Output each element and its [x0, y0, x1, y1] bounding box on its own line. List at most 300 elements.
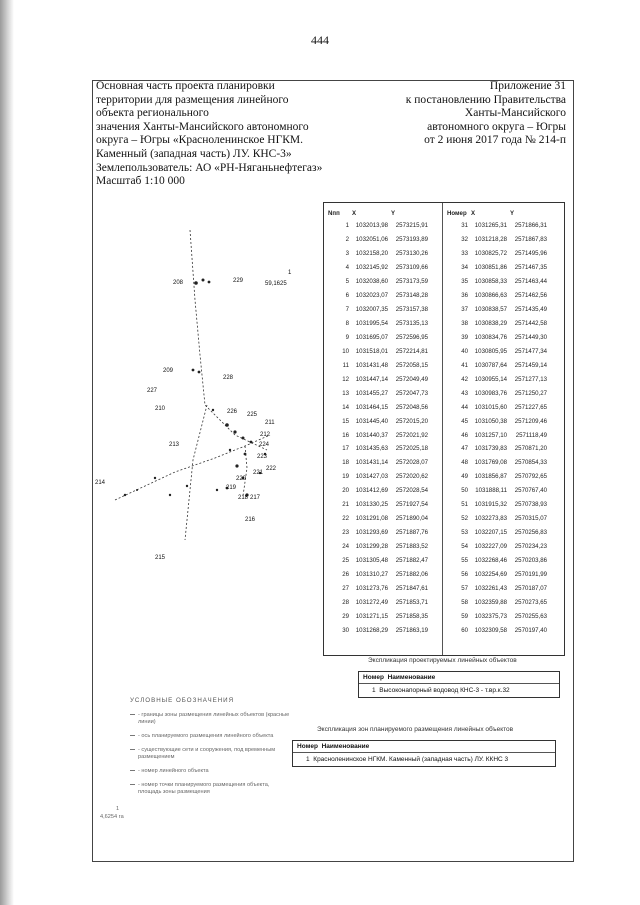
point-number: 8: [345, 320, 349, 328]
title-line: Каменный (западная часть) ЛУ. КНС-3»: [96, 147, 292, 160]
col-header-num: Nпп: [328, 209, 340, 217]
point-x: 1030838,57: [474, 306, 507, 314]
legend-symbol: [130, 749, 135, 750]
coordinate-row: [326, 442, 429, 456]
projected-row-num: 1: [372, 687, 376, 694]
coordinate-row: [326, 456, 429, 470]
point-number: 14: [342, 403, 349, 411]
point-number: 12: [342, 375, 349, 383]
point-number: 54: [461, 543, 468, 551]
coordinate-row: [445, 247, 548, 261]
coordinate-row: [326, 358, 429, 372]
title-line: округа – Югры «Красноленинское НГКМ.: [96, 134, 304, 147]
point-y: 2571435,49: [514, 306, 547, 314]
scheme-point-label: 1: [288, 270, 292, 276]
point-x: 1032268,46: [474, 556, 507, 564]
point-x: 1030805,95: [474, 347, 507, 355]
point-y: 2570854,33: [514, 459, 547, 467]
coordinate-row: [326, 512, 429, 526]
coordinate-row: [445, 498, 548, 512]
legend-item: [130, 712, 290, 726]
planned-row-num: 1: [306, 756, 310, 763]
point-number: 57: [461, 584, 468, 592]
coordinate-row: [445, 358, 548, 372]
legend: [100, 697, 290, 822]
point-y: 2571882,06: [395, 570, 428, 578]
point-number: 33: [461, 250, 468, 258]
scheme-point-label: 224: [259, 442, 270, 448]
scheme-point-label: 217: [250, 495, 261, 501]
title-line: объекта регионального: [96, 107, 209, 120]
point-number: 28: [342, 598, 349, 606]
coordinate-row: [326, 567, 429, 581]
coordinate-row: [445, 428, 548, 442]
point-x: 1031427,03: [355, 473, 388, 481]
point-y: 2573193,89: [395, 236, 428, 244]
point-y: 2570256,83: [514, 529, 547, 537]
page-number: 444: [311, 33, 329, 47]
point-number: 24: [342, 543, 349, 551]
coordinate-row: [445, 414, 548, 428]
point-y: 2571495,96: [514, 250, 547, 258]
point-number: 16: [342, 431, 349, 439]
point-y: 2572049,49: [395, 375, 428, 383]
title-line: Основная часть проекта планировки: [96, 80, 275, 92]
project-title: [96, 80, 358, 189]
point-number: 17: [342, 445, 349, 453]
legend-item-text: - существующие сети и сооружения, под временным размещением: [138, 747, 276, 760]
point-y: 2573109,66: [395, 264, 428, 272]
point-number: 19: [342, 473, 349, 481]
point-y: 2571442,58: [514, 320, 547, 328]
point-x: 1031431,48: [355, 361, 388, 369]
scheme-point-label: 221: [253, 470, 264, 476]
coordinate-row: [326, 219, 429, 233]
point-y: 2571209,46: [514, 417, 547, 425]
point-number: 7: [345, 306, 349, 314]
col-header-x2: X: [471, 209, 476, 217]
point-number: 38: [461, 320, 468, 328]
coordinate-row: [445, 442, 548, 456]
point-number: 15: [342, 417, 349, 425]
scheme-point-label: 216: [245, 517, 256, 523]
point-number: 40: [461, 347, 468, 355]
point-x: 1031299,28: [355, 543, 388, 551]
point-y: 2571118,49: [515, 431, 547, 439]
point-x: 1031435,63: [355, 445, 388, 453]
point-x: 1030838,29: [474, 320, 507, 328]
coordinate-row: [445, 233, 548, 247]
point-x: 1030825,72: [474, 250, 507, 258]
point-number: 39: [461, 333, 468, 341]
legend-symbol: [130, 714, 135, 715]
point-x: 1030851,86: [474, 264, 507, 272]
point-y: 2570234,23: [514, 543, 547, 551]
coordinate-table-right: [445, 207, 548, 637]
point-y: 2571449,30: [514, 333, 547, 341]
point-y: 2571459,14: [514, 361, 547, 369]
appendix-line: автономного округа – Югры: [427, 120, 566, 133]
coordinate-row: [445, 344, 548, 358]
point-number: 35: [461, 278, 468, 286]
point-y: 2573135,13: [395, 320, 428, 328]
scheme-point-label: 226: [227, 409, 238, 415]
scheme-point-label: 215: [155, 555, 166, 561]
point-y: 2572058,15: [395, 361, 428, 369]
point-y: 2571463,44: [514, 278, 547, 286]
point-x: 1031464,15: [355, 403, 388, 411]
caption-planned-zones: Экспликация зон планируемого размещения линейных объектов: [317, 726, 514, 733]
scheme-drawing: [95, 210, 315, 590]
point-y: 2571866,31: [514, 222, 547, 230]
point-x: 1031440,37: [355, 431, 388, 439]
legend-item: [130, 747, 290, 761]
point-y: 2572021,92: [395, 431, 428, 439]
col-header-y: Y: [391, 209, 396, 217]
point-number: 42: [461, 375, 468, 383]
scheme-point-label: 229: [233, 278, 244, 284]
coordinate-row: [445, 275, 548, 289]
point-y: 2571227,65: [514, 403, 547, 411]
legend-item: [130, 782, 290, 796]
point-y: 2570187,07: [514, 584, 547, 592]
point-number: 27: [342, 584, 349, 592]
point-x: 1032261,43: [474, 584, 507, 592]
point-x: 1031455,27: [355, 389, 388, 397]
coordinate-row: [445, 261, 548, 275]
legend-title: УСЛОВНЫЕ ОБОЗНАЧЕНИЯ: [130, 697, 235, 704]
point-x: 1031445,40: [355, 417, 388, 425]
point-x: 1032051,06: [355, 236, 388, 244]
appendix-reference: [356, 80, 566, 148]
point-x: 1031305,48: [355, 556, 388, 564]
coordinate-row: [445, 484, 548, 498]
point-y: 2572015,20: [395, 417, 428, 425]
point-x: 1031218,28: [474, 236, 507, 244]
point-y: 2571250,27: [514, 389, 547, 397]
coordinate-row: [326, 331, 429, 345]
point-number: 5: [345, 278, 349, 286]
legend-marker-label: 1: [116, 806, 120, 812]
title-line: значения Ханты-Мансийского автономного: [96, 120, 309, 133]
coordinate-row: [445, 400, 548, 414]
point-x: 1032359,88: [474, 598, 507, 606]
point-y: 2571462,56: [514, 292, 547, 300]
point-number: 46: [461, 431, 468, 439]
point-y: 2571927,54: [395, 501, 428, 509]
point-number: 43: [461, 389, 468, 397]
point-number: 3: [345, 250, 349, 258]
legend-item: [130, 733, 290, 740]
point-number: 44: [461, 403, 468, 411]
coordinate-row: [326, 581, 429, 595]
point-x: 1031271,15: [355, 612, 388, 620]
point-x: 1031915,32: [474, 501, 507, 509]
legend-item-text: - номер линейного объекта: [138, 768, 209, 774]
point-number: 1: [345, 222, 349, 230]
point-x: 1030834,76: [474, 333, 507, 341]
point-y: 2571883,52: [395, 543, 428, 551]
point-number: 34: [461, 264, 468, 272]
legend-symbol: [130, 735, 135, 736]
point-y: 2572596,95: [395, 333, 428, 341]
point-y: 2572047,73: [395, 389, 428, 397]
coordinate-row: [326, 303, 429, 317]
coordinate-row: [445, 372, 548, 386]
scheme-point-label: 208: [173, 280, 184, 286]
point-y: 2571867,83: [514, 236, 547, 244]
point-y: 2571477,34: [514, 347, 547, 355]
appendix-line: к постановлению Правительства: [405, 93, 566, 106]
point-x: 1031888,11: [475, 487, 507, 495]
point-x: 1032038,60: [355, 278, 388, 286]
col-header-y2: Y: [510, 209, 515, 217]
point-number: 23: [342, 529, 349, 537]
coordinate-row: [445, 219, 548, 233]
point-x: 1032007,35: [355, 306, 388, 314]
point-y: 2571277,13: [514, 375, 547, 383]
appendix-line: Приложение 31: [489, 80, 566, 92]
point-x: 1032309,58: [474, 626, 507, 634]
point-number: 47: [461, 445, 468, 453]
point-number: 48: [461, 459, 468, 467]
coordinate-row: [445, 540, 548, 554]
scheme-point-label: 225: [247, 412, 258, 418]
projected-header-name: Наименование: [387, 674, 436, 681]
point-number: 60: [461, 626, 468, 634]
scheme-point-label: 214: [95, 480, 106, 486]
coordinate-row: [326, 233, 429, 247]
coordinate-row: [445, 289, 548, 303]
legend-item-text: - ось планируемого размещения линейного объекта: [138, 733, 274, 739]
legend-item-text: - номер точки планируемого размещения объекта, площадь зоны размещения: [138, 782, 270, 795]
coordinate-row: [445, 512, 548, 526]
point-y: 2570792,65: [514, 473, 547, 481]
coordinate-row: [326, 414, 429, 428]
point-number: 31: [461, 222, 468, 230]
point-x: 1032227,09: [474, 543, 507, 551]
coordinate-row: [326, 595, 429, 609]
point-x: 1032013,98: [355, 222, 388, 230]
point-y: 2570767,40: [514, 487, 547, 495]
point-y: 2572020,62: [395, 473, 428, 481]
point-y: 2572048,56: [395, 403, 428, 411]
scheme-point-label: 59,1625: [265, 281, 287, 287]
point-x: 1032273,83: [474, 515, 507, 523]
projected-header-num: Номер: [363, 674, 384, 681]
scheme-point-label: 219: [226, 485, 237, 491]
point-number: 49: [461, 473, 468, 481]
point-x: 1031447,14: [355, 375, 388, 383]
planned-zones-table: [292, 740, 556, 767]
point-number: 41: [461, 361, 468, 369]
scheme-point-label: 228: [223, 375, 234, 381]
col-header-x: X: [352, 209, 357, 217]
point-x: 1031273,76: [355, 584, 388, 592]
scheme-point-label: 222: [266, 466, 277, 472]
point-number: 22: [342, 515, 349, 523]
scheme-point-label: 210: [155, 406, 166, 412]
planned-header-num: Номер: [297, 743, 318, 750]
point-x: 1030955,14: [474, 375, 507, 383]
title-line: Землепользователь: АО «РН-Няганьнефтегаз»: [96, 161, 323, 174]
coordinate-row: [445, 470, 548, 484]
coordinate-row: [326, 344, 429, 358]
planned-header-name: Наименование: [321, 743, 370, 750]
point-number: 45: [461, 417, 468, 425]
point-number: 50: [461, 487, 468, 495]
point-y: 2573173,59: [395, 278, 428, 286]
title-line: Масштаб 1:10 000: [96, 175, 185, 188]
point-x: 1032145,92: [355, 264, 388, 272]
coordinate-row: [326, 526, 429, 540]
point-y: 2573148,28: [395, 292, 428, 300]
coordinate-row: [326, 400, 429, 414]
coordinate-row: [445, 554, 548, 568]
coordinate-row: [326, 247, 429, 261]
point-y: 2573215,91: [395, 222, 428, 230]
scheme-point-label: 213: [169, 442, 180, 448]
point-y: 2571887,76: [395, 529, 428, 537]
point-y: 2573130,26: [395, 250, 428, 258]
point-y: 2571847,61: [395, 584, 428, 592]
point-number: 29: [342, 612, 349, 620]
point-y: 2571858,35: [395, 612, 428, 620]
coordinate-table-left: [326, 207, 429, 637]
coordinate-row: [445, 303, 548, 317]
point-y: 2570273,65: [514, 598, 547, 606]
legend-symbol: [130, 784, 135, 785]
coordinate-row: [326, 470, 429, 484]
point-number: 55: [461, 556, 468, 564]
point-x: 1032207,15: [474, 529, 507, 537]
point-number: 13: [342, 389, 349, 397]
point-number: 36: [461, 292, 468, 300]
point-number: 30: [342, 626, 349, 634]
point-x: 1031050,38: [474, 417, 507, 425]
coordinate-row: [326, 275, 429, 289]
coordinate-row: [445, 456, 548, 470]
point-number: 59: [461, 612, 468, 620]
point-number: 10: [342, 347, 349, 355]
point-x: 1031293,69: [355, 529, 388, 537]
coordinate-row: [445, 331, 548, 345]
coordinate-row: [326, 609, 429, 623]
point-y: 2571863,19: [395, 626, 428, 634]
projected-row-name: Высоконапорный водовод КНС-3 - т.вр.к.32: [379, 687, 510, 694]
coordinate-table: [323, 202, 565, 656]
point-x: 1031015,60: [474, 403, 507, 411]
point-y: 2571467,35: [514, 264, 547, 272]
scan-edge: [0, 0, 14, 905]
point-x: 1031330,25: [355, 501, 388, 509]
point-x: 1030858,33: [474, 278, 507, 286]
scheme-point-label: 209: [163, 368, 174, 374]
legend-symbol: [130, 770, 135, 771]
coordinate-row: [445, 581, 548, 595]
route-line-d: [185, 405, 207, 540]
caption-projected-objects: Экспликация проектируемых линейных объектов: [368, 657, 517, 664]
point-y: 2570315,07: [514, 515, 547, 523]
scheme-point-label: 218: [238, 495, 249, 501]
point-x: 1031291,08: [355, 515, 388, 523]
point-x: 1032023,07: [355, 292, 388, 300]
point-y: 2571882,47: [395, 556, 428, 564]
point-x: 1030983,76: [474, 389, 507, 397]
point-y: 2571853,71: [395, 598, 428, 606]
scheme-point-label: 212: [260, 432, 271, 438]
coordinate-row: [445, 317, 548, 331]
point-y: 2570197,40: [514, 626, 547, 634]
point-number: 2: [345, 236, 349, 244]
scheme-point-label: 227: [147, 388, 158, 394]
planned-row-name: Красноленинское НГКМ. Каменный (западная часть) ЛУ. ККНС 3: [313, 756, 509, 763]
planning-scheme: [95, 210, 315, 590]
point-x: 1030787,64: [474, 361, 507, 369]
point-y: 2572028,54: [395, 487, 428, 495]
coordinate-row: [445, 595, 548, 609]
coordinate-row: [326, 261, 429, 275]
point-y: 2570191,99: [514, 570, 547, 578]
point-number: 4: [345, 264, 349, 272]
scheme-point-label: 211: [265, 420, 275, 426]
point-y: 2572025,18: [395, 445, 428, 453]
point-x: 1031769,08: [474, 459, 507, 467]
legend-area-value: 4,6254 га: [100, 814, 124, 820]
point-number: 6: [345, 292, 349, 300]
point-x: 1032158,20: [355, 250, 388, 258]
point-y: 2570871,20: [514, 445, 547, 453]
coordinate-row: [445, 526, 548, 540]
point-x: 1031310,27: [355, 570, 388, 578]
point-number: 52: [461, 515, 468, 523]
appendix-line: Ханты-Мансийского: [464, 107, 566, 120]
point-y: 2570203,86: [514, 556, 547, 564]
point-x: 1032375,73: [474, 612, 507, 620]
point-x: 1031518,01: [355, 347, 388, 355]
point-number: 18: [342, 459, 349, 467]
coordinate-row: [445, 386, 548, 400]
coordinate-row: [326, 623, 429, 637]
point-number: 56: [461, 570, 468, 578]
point-x: 1031272,49: [355, 598, 388, 606]
point-number: 11: [342, 361, 349, 369]
point-x: 1031265,31: [474, 222, 507, 230]
point-number: 26: [342, 570, 349, 578]
coordinate-row: [326, 386, 429, 400]
scheme-point-label: 220: [236, 476, 247, 482]
coordinate-row: [326, 289, 429, 303]
coordinate-row: [326, 540, 429, 554]
point-x: 1032254,69: [474, 570, 507, 578]
legend-item: [130, 768, 290, 775]
point-y: 2573157,38: [395, 306, 428, 314]
coordinate-table-divider: [442, 203, 443, 655]
point-y: 2572028,07: [395, 459, 428, 467]
coordinate-row: [326, 317, 429, 331]
point-number: 25: [342, 556, 349, 564]
point-number: 20: [342, 487, 349, 495]
point-x: 1031995,54: [355, 320, 388, 328]
point-x: 1031412,69: [355, 487, 388, 495]
point-y: 2572214,81: [395, 347, 428, 355]
point-number: 9: [345, 333, 349, 341]
coordinate-row: [326, 428, 429, 442]
point-y: 2570738,93: [514, 501, 547, 509]
point-number: 32: [461, 236, 468, 244]
coordinate-row: [445, 623, 548, 637]
legend-item-text: - границы зоны размещения линейных объектов (красные линии): [138, 712, 290, 725]
